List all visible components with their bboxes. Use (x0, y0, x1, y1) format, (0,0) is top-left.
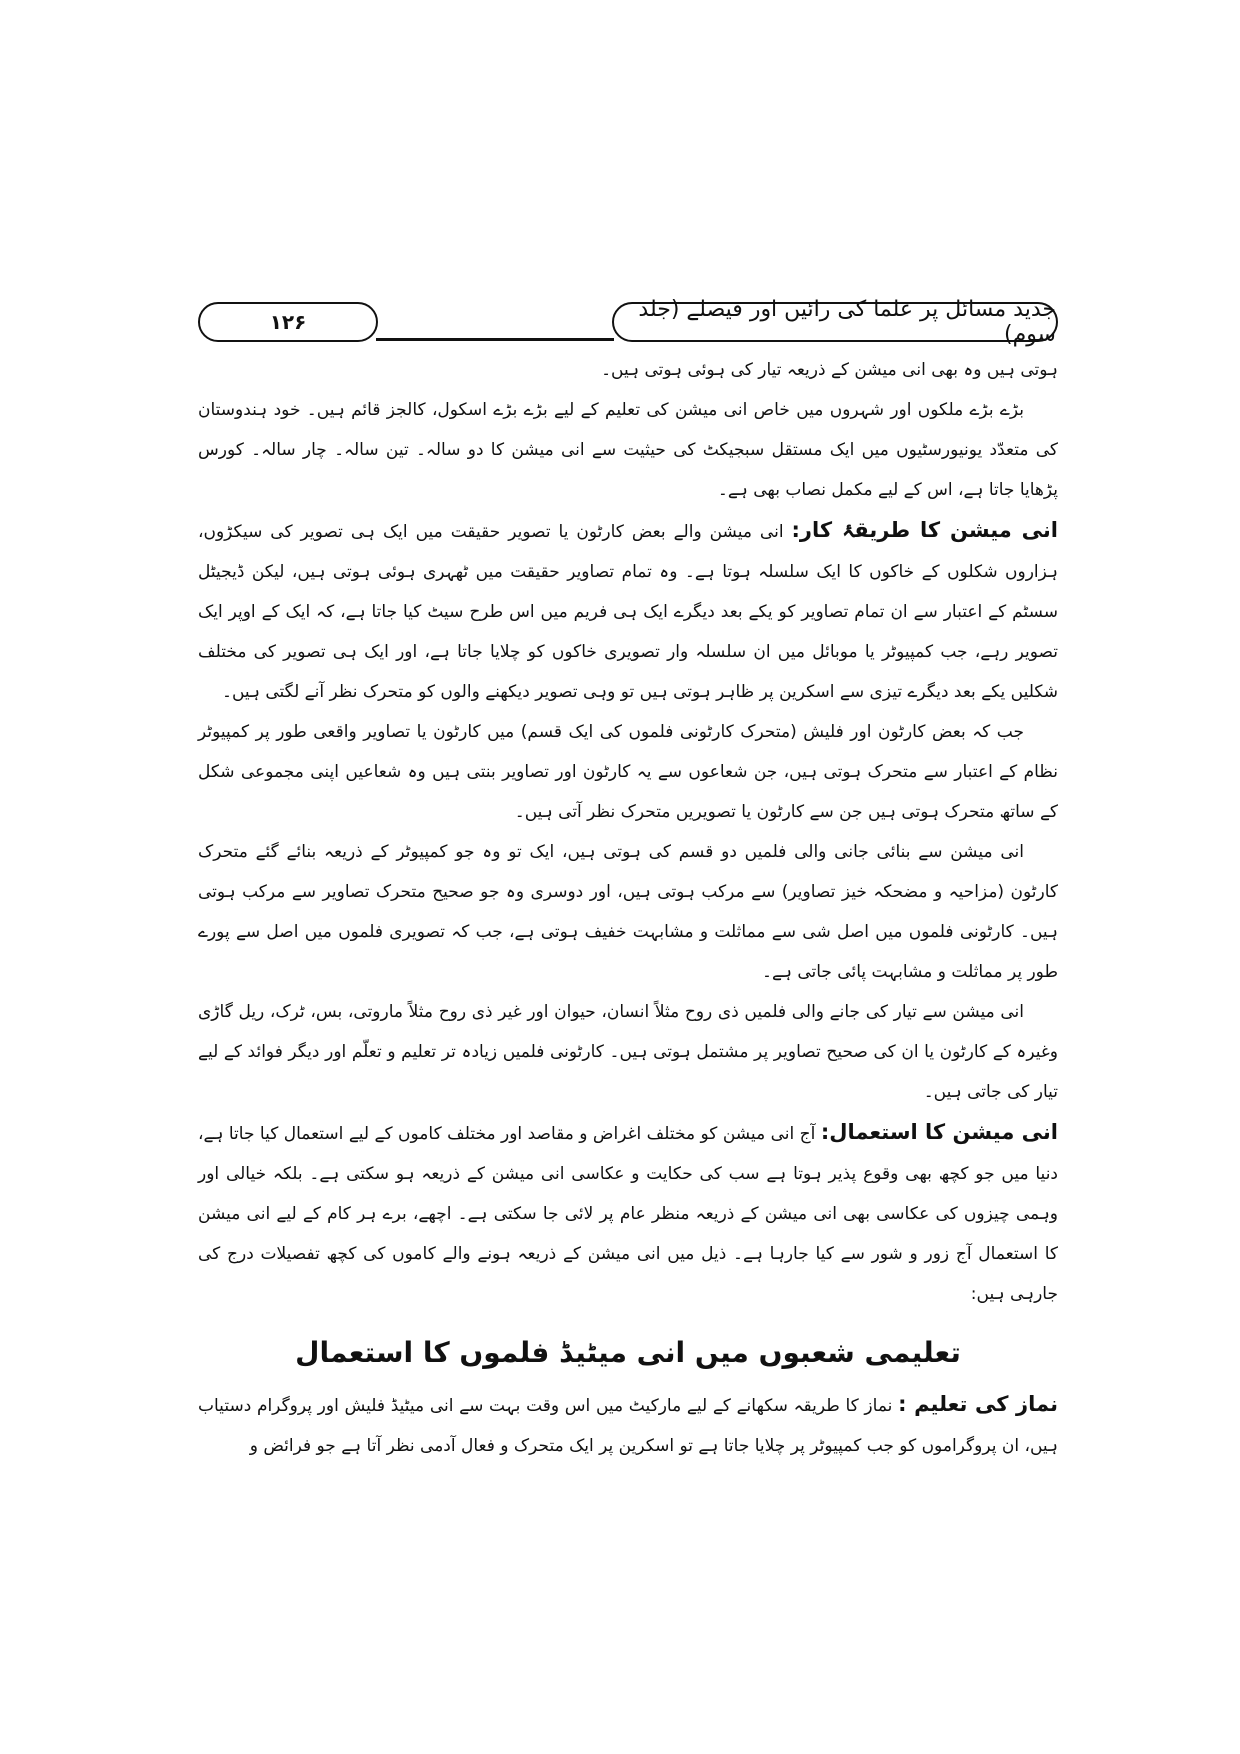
paragraph-1: ہوتی ہیں وہ بھی انی میشن کے ذریعہ تیار کی ہوئی ہوتی ہیں۔ (601, 360, 1058, 380)
paragraph-6: انی میشن سے تیار کی جانے والی فلمیں ذی روح مثلاً انسان، حیوان اور غیر ذی روح مثلاً ماروتی، بس، ٹرک، ریل گاڑی وغیرہ کے کارٹون یا ان کی صحیح تصاویر پر مشتمل ہوتی ہیں۔ کارٹونی فلمیں زیادہ تر تعلیم و تعلّم اور دیگر فوائد کے لیے تیار کی جاتی ہیں۔ (198, 1002, 1058, 1102)
subheading-method: انی میشن کا طریقۂ کار: (791, 518, 1059, 542)
page-number: ۱۲۶ (198, 302, 378, 342)
subheading-prayer: نماز کی تعلیم : (898, 1392, 1058, 1416)
paragraph-3 (198, 510, 1058, 712)
paragraph-5: انی میشن سے بنائی جانی والی فلمیں دو قسم کی ہوتی ہیں، ایک تو وہ جو کمپیوٹر کے ذریعہ بنائے گئے متحرک کارٹون (مزاحیہ و مضحکہ خیز تصاویر) سے مرکب ہوتی ہیں، اور دوسری وہ جو صحیح متحرک تصاویر سے مرکب ہوتی ہیں۔ کارٹونی فلموں میں اصل شی سے مماثلت و مشابہت خفیف ہوتی ہے، جب کہ تصویری فلموں میں اصل سے پورے طور پر مماثلت و مشابہت پائی جاتی ہے۔ (198, 842, 1058, 982)
paragraph-8-text: نماز کا طریقہ سکھانے کے لیے مارکیٹ میں اس وقت بہت سے انی میٹیڈ فلیش اور پروگرام دستیاب ہیں، ان پروگراموں کو جب کمپیوٹر پر چلایا جاتا ہے تو اسکرین پر ایک متحرک و فعال آدمی نظر آتا ہے جو فرائض و (198, 1396, 1058, 1456)
paragraph-2: بڑے بڑے ملکوں اور شہروں میں خاص انی میشن کی تعلیم کے لیے بڑے بڑے اسکول، کالجز قائم ہیں۔ خود ہندوستان کی متعدّد یونیورسٹیوں میں ایک مستقل سبجیکٹ کی حیثیت سے انی میشن کا دو سالہ۔ تین سالہ۔ چار سالہ۔ کورس پڑھایا جاتا ہے، اس کے لیے مکمل نصاب بھی ہے۔ (198, 400, 1058, 500)
paragraph-7-text: آج انی میشن کو مختلف اغراض و مقاصد اور مختلف کاموں کے لیے استعمال کیا جاتا ہے، دنیا میں جو کچھ بھی وقوع پذیر ہوتا ہے سب کی حکایت و عکاسی انی میشن کے ذریعہ ہو سکتی ہے۔ بلکہ خیالی اور وہمی چیزوں کی عکاسی بھی انی میشن کے ذریعہ منظر عام پر لائی جا سکتی ہے۔ اچھے، برے ہر کام کے لیے انی میشن کا استعمال آج زور و شور سے کیا جارہا ہے۔ ذیل میں انی میشن کے ذریعہ ہونے والے کاموں کی کچھ تفصیلات درج کی جارہی ہیں: (198, 1124, 1058, 1304)
paragraph-8 (198, 1384, 1058, 1466)
paragraph-3-text: انی میشن والے بعض کارٹون یا تصویر حقیقت میں ایک ہی تصویر کی سیکڑوں، ہزاروں شکلوں کے خاکوں کا ایک سلسلہ ہوتا ہے۔ وہ تمام تصاویر حقیقت میں ٹھہری ہوئی ہوتی ہیں، لیکن ڈیجیٹل سسٹم کے اعتبار سے ان تمام تصاویر کو یکے بعد دیگرے ایک ہی فریم میں اس طرح سیٹ کیا جاتا ہے، کہ ایک کے اوپر ایک تصویر رہے، جب کمپیوٹر یا موبائل میں ان سلسلہ وار تصویری خاکوں کو چلایا جاتا ہے، اور ایک ہی تصویر کی مختلف شکلیں یکے بعد دیگرے تیزی سے اسکرین پر ظاہر ہوتی ہیں تو وہی تصویر دیکھنے والوں کو متحرک نظر آنے لگتی ہیں۔ (198, 522, 1058, 702)
paragraph-4: جب کہ بعض کارٹون اور فلیش (متحرک کارٹونی فلموں کی ایک قسم) میں کارٹون یا تصاویر واقعی طور پر کمپیوٹر نظام کے اعتبار سے متحرک ہوتی ہیں، جن شعاعوں سے یہ کارٹون اور تصاویر بنتی ہیں وہ شعاعیں اپنی مجموعی شکل کے ساتھ متحرک ہوتی ہیں جن سے کارٹون یا تصویریں متحرک نظر آتی ہیں۔ (198, 722, 1058, 822)
section-heading: تعلیمی شعبوں میں انی میٹیڈ فلموں کا استعمال (295, 1336, 961, 1369)
paragraph-7 (198, 1112, 1058, 1314)
book-title: جدید مسائل پر علما کی رائیں اور فیصلے (جلد سوم) (612, 302, 1058, 342)
page-header (198, 297, 1058, 347)
subheading-usage: انی میشن کا استعمال: (820, 1120, 1059, 1144)
page-body (198, 350, 1058, 1466)
header-rule (376, 338, 614, 341)
